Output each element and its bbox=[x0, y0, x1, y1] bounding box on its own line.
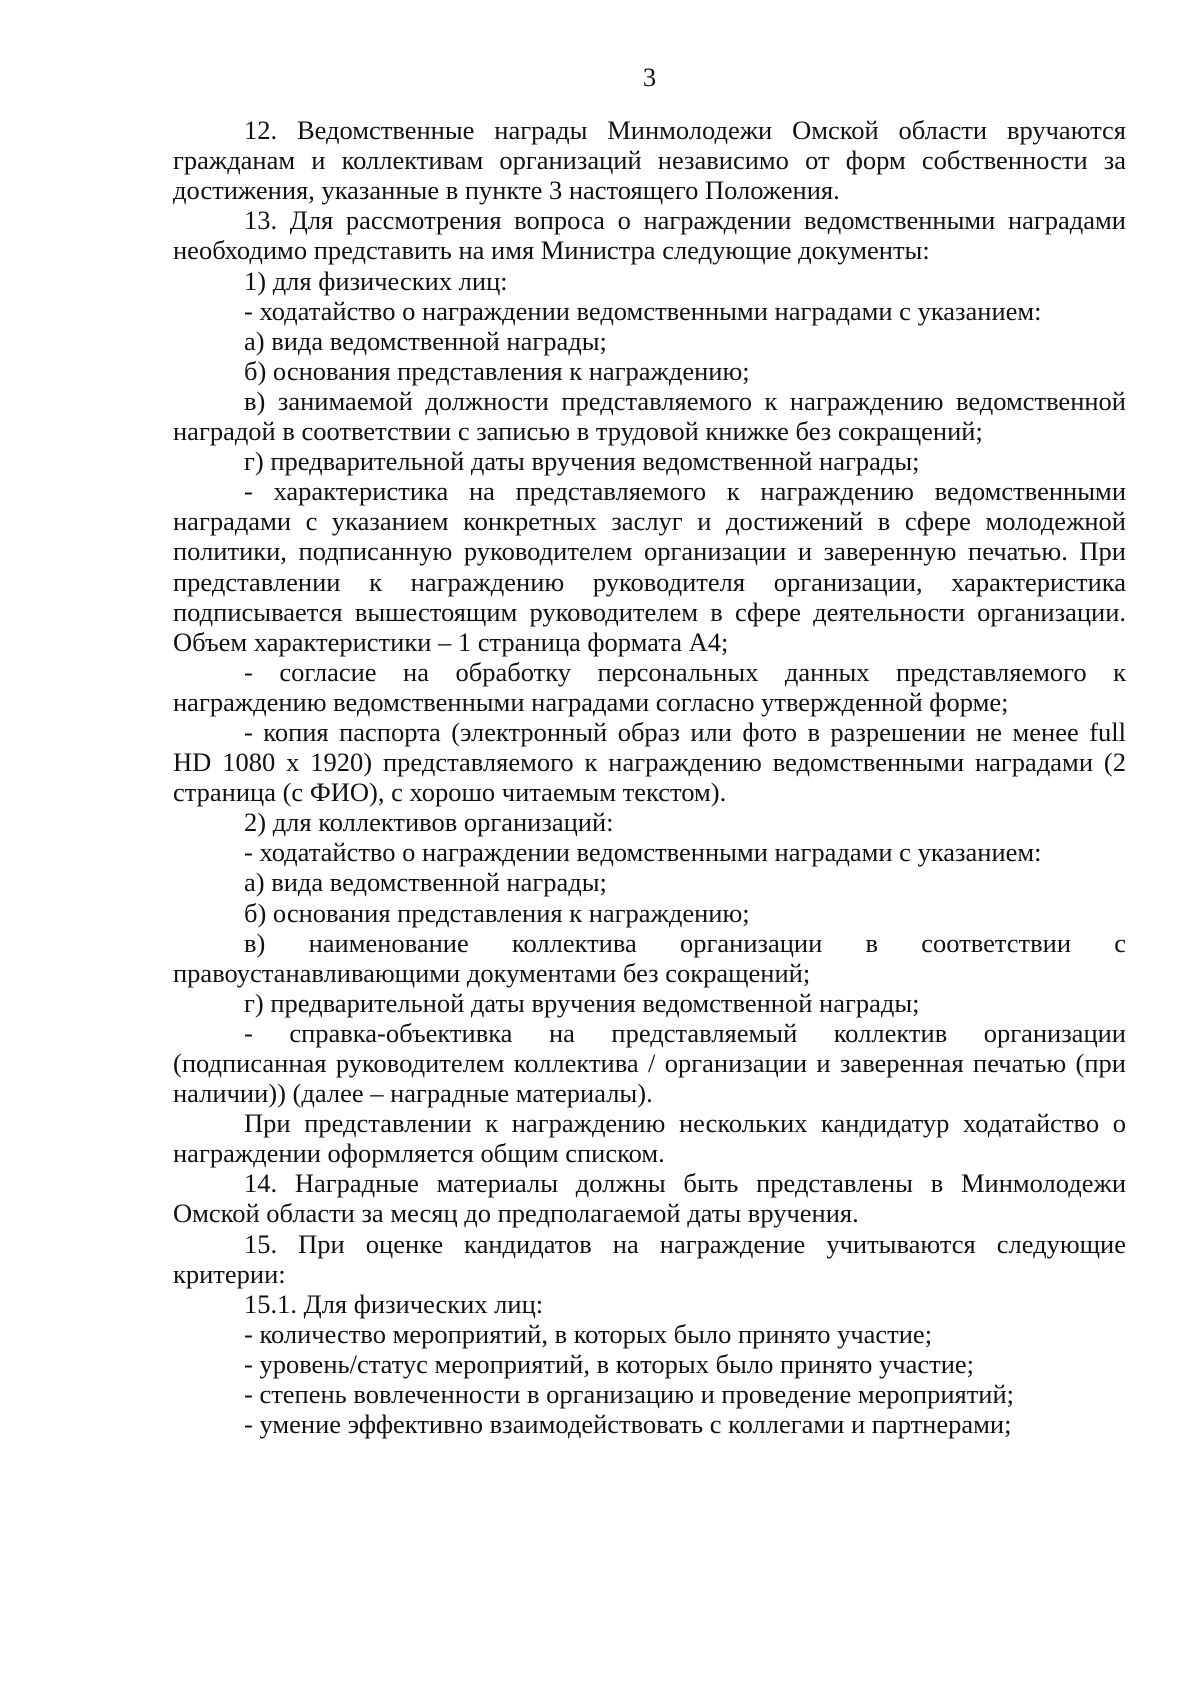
paragraph-common-list: При представлении к награждению нескольких кандидатур ходатайство о награждении оформляется общим списком. bbox=[173, 1108, 1126, 1169]
list-item-a-collective: а) вида ведомственной награды; bbox=[244, 867, 607, 898]
page-number: 3 bbox=[642, 62, 657, 92]
list-item-v: в) занимаемой должности представляемого к награждению ведомственной наградой в соответствии с записью в трудовой книжке без сокращений; bbox=[173, 385, 1126, 447]
list-item-g: г) предварительной даты вручения ведомственной награды; bbox=[244, 446, 920, 477]
document-body bbox=[173, 115, 1126, 1439]
list-item-a: а) вида ведомственной награды; bbox=[244, 325, 607, 356]
list-item-b-collective: б) основания представления к награждению; bbox=[244, 897, 750, 928]
criterion-event-level: - уровень/статус мероприятий, в которых было принято участие; bbox=[244, 1348, 975, 1379]
list-item-petition: - ходатайство о награждении ведомственными наградами с указанием: bbox=[244, 295, 1042, 326]
subsection-individuals: 1) для физических лиц: bbox=[244, 265, 508, 296]
paragraph-13: 13. Для рассмотрения вопроса о награждении ведомственными наградами необходимо представить на имя Министра следующие документы: bbox=[173, 205, 1126, 266]
list-item-b: б) основания представления к награждению; bbox=[244, 355, 750, 386]
list-item-petition-collective: - ходатайство о награждении ведомственными наградами с указанием: bbox=[244, 837, 1042, 868]
paragraph-14: 14. Наградные материалы должны быть представлены в Минмолодежи Омской области за месяц до предполагаемой даты вручения. bbox=[173, 1168, 1126, 1229]
list-item-characteristic: - характеристика на представляемого к награждению ведомственными наградами с указанием конкретных заслуг и достижений в сфере молодежной политики, подписанную руководителем организации и заверенную печатью. При представлении к награждению руководителя организации, характеристика подписывается вышестоящим руководителем в сфере деятельности организации. Объем характеристики – 1 страница формата А4; bbox=[173, 476, 1126, 657]
list-item-reference: - справка-объективка на представляемый коллектив организации (подписанная руководителем коллектива / организации и заверенная печатью (при наличии)) (далее – наградные материалы). bbox=[173, 1017, 1126, 1109]
list-item-passport-copy: - копия паспорта (электронный образ или фото в разрешении не менее full HD 1080 x 1920) представляемого к награждению ведомственными наградами (2 страница (с ФИО), с хорошо читаемым текстом). bbox=[173, 716, 1126, 808]
paragraph-12: 12. Ведомственные награды Минмолодежи Омской области вручаются гражданам и коллективам организаций независимо от форм собственности за достижения, указанные в пункте 3 настоящего Положения. bbox=[173, 115, 1126, 206]
criterion-collaboration: - умение эффективно взаимодействовать с коллегами и партнерами; bbox=[244, 1409, 1012, 1440]
criterion-event-count: - количество мероприятий, в которых было принято участие; bbox=[244, 1318, 933, 1349]
list-item-v-collective: в) наименование коллектива организации в соответствии с правоустанавливающими документами без сокращений; bbox=[173, 927, 1126, 988]
paragraph-15: 15. При оценке кандидатов на награждение учитываются следующие критерии: bbox=[173, 1228, 1126, 1289]
subsection-collectives: 2) для коллективов организаций: bbox=[244, 807, 614, 838]
subsection-15-1: 15.1. Для физических лиц: bbox=[244, 1288, 544, 1319]
criterion-involvement: - степень вовлеченности в организацию и проведение мероприятий; bbox=[244, 1379, 1015, 1410]
list-item-consent: - согласие на обработку персональных данных представляемого к награждению ведомственными наградами согласно утвержденной форме; bbox=[173, 656, 1126, 717]
list-item-g-collective: г) предварительной даты вручения ведомственной награды; bbox=[244, 987, 920, 1018]
